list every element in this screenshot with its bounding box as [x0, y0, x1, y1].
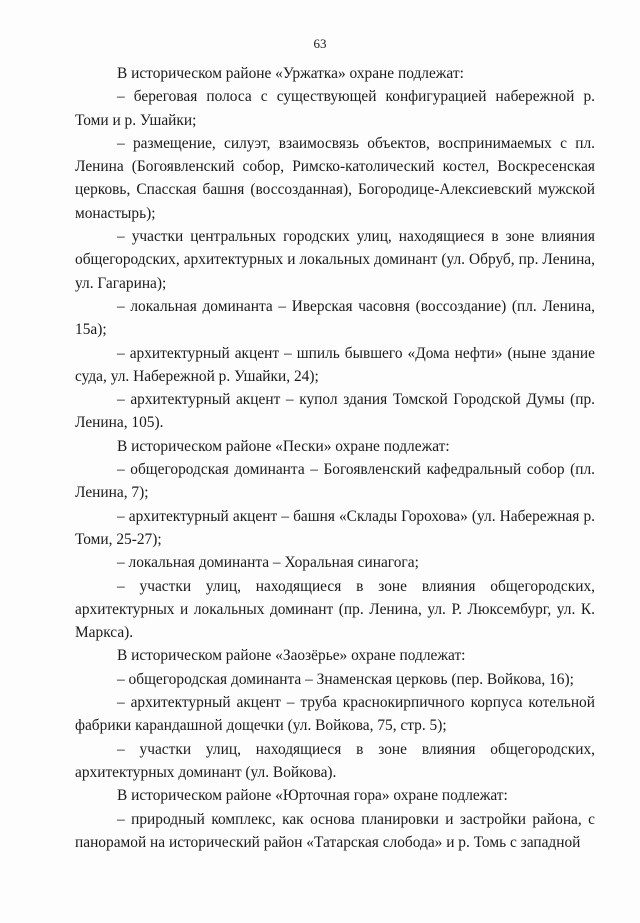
- paragraph-list-item: – размещение, силуэт, взаимосвязь объектов, воспринимаемых с пл. Ленина (Богоявленский собор, Римско-католический костел, Воскресенская церковь, Спасская башня (воссозданная), Богородице-Алексиевский мужской монастырь);: [75, 134, 595, 222]
- paragraph-list-item: – общегородская доминанта – Знаменская церковь (пер. Войкова, 16);: [117, 670, 574, 688]
- paragraph-list-item: – архитектурный акцент – башня «Склады Горохова» (ул. Набережная р. Томи, 25-27);: [75, 507, 595, 548]
- page-number: 63: [313, 36, 327, 51]
- paragraph-list-item: – архитектурный акцент – труба краснокирпичного корпуса котельной фабрики карандашной дощечки (ул. Войкова, 75, стр. 5);: [75, 694, 595, 735]
- paragraph-urzhatka-heading: В историческом районе «Уржатка» охране подлежат:: [117, 65, 464, 82]
- document-body: [75, 62, 595, 854]
- paragraph-list-item: – архитектурный акцент – шпиль бывшего «Дома нефти» (ныне здание суда, ул. Набережной р. Ушайки, 24);: [75, 344, 595, 385]
- paragraph-yurtochnaya-heading: В историческом районе «Юрточная гора» охране подлежат:: [117, 787, 508, 805]
- paragraph-peski-heading: В историческом районе «Пески» охране подлежат:: [117, 437, 450, 455]
- paragraph-list-item: – природный комплекс, как основа планировки и застройки района, с панорамой на исторический район «Татарская слобода» и р. Томь с западной: [75, 810, 595, 851]
- paragraph-zaozerye-heading: В историческом районе «Заозёрье» охране подлежат:: [117, 647, 466, 665]
- paragraph-list-item: – локальная доминанта – Иверская часовня (воссоздание) (пл. Ленина, 15а);: [75, 297, 595, 339]
- paragraph-list-item: – береговая полоса с существующей конфигурацией набережной р. Томи и р. Ушайки;: [75, 88, 595, 129]
- paragraph-list-item: – архитектурный акцент – купол здания Томской Городской Думы (пр. Ленина, 105).: [75, 391, 595, 432]
- paragraph-list-item: – участки центральных городских улиц, находящиеся в зоне влияния общегородских, архитектурных и локальных доминант (ул. Обруб, пр. Ленина, ул. Гагарина);: [75, 228, 595, 292]
- paragraph-list-item: – общегородская доминанта – Богоявленский кафедральный собор (пл. Ленина, 7);: [75, 461, 595, 502]
- paragraph-list-item: – участки улиц, находящиеся в зоне влияния общегородских, архитектурных доминант (ул. Войкова).: [75, 740, 595, 781]
- paragraph-list-item: – участки улиц, находящиеся в зоне влияния общегородских, архитектурных и локальных доминант (пр. Ленина, ул. Р. Люксембург, ул. К. Маркса).: [75, 577, 595, 642]
- paragraph-list-item: – локальная доминанта – Хоральная синагога;: [117, 554, 419, 572]
